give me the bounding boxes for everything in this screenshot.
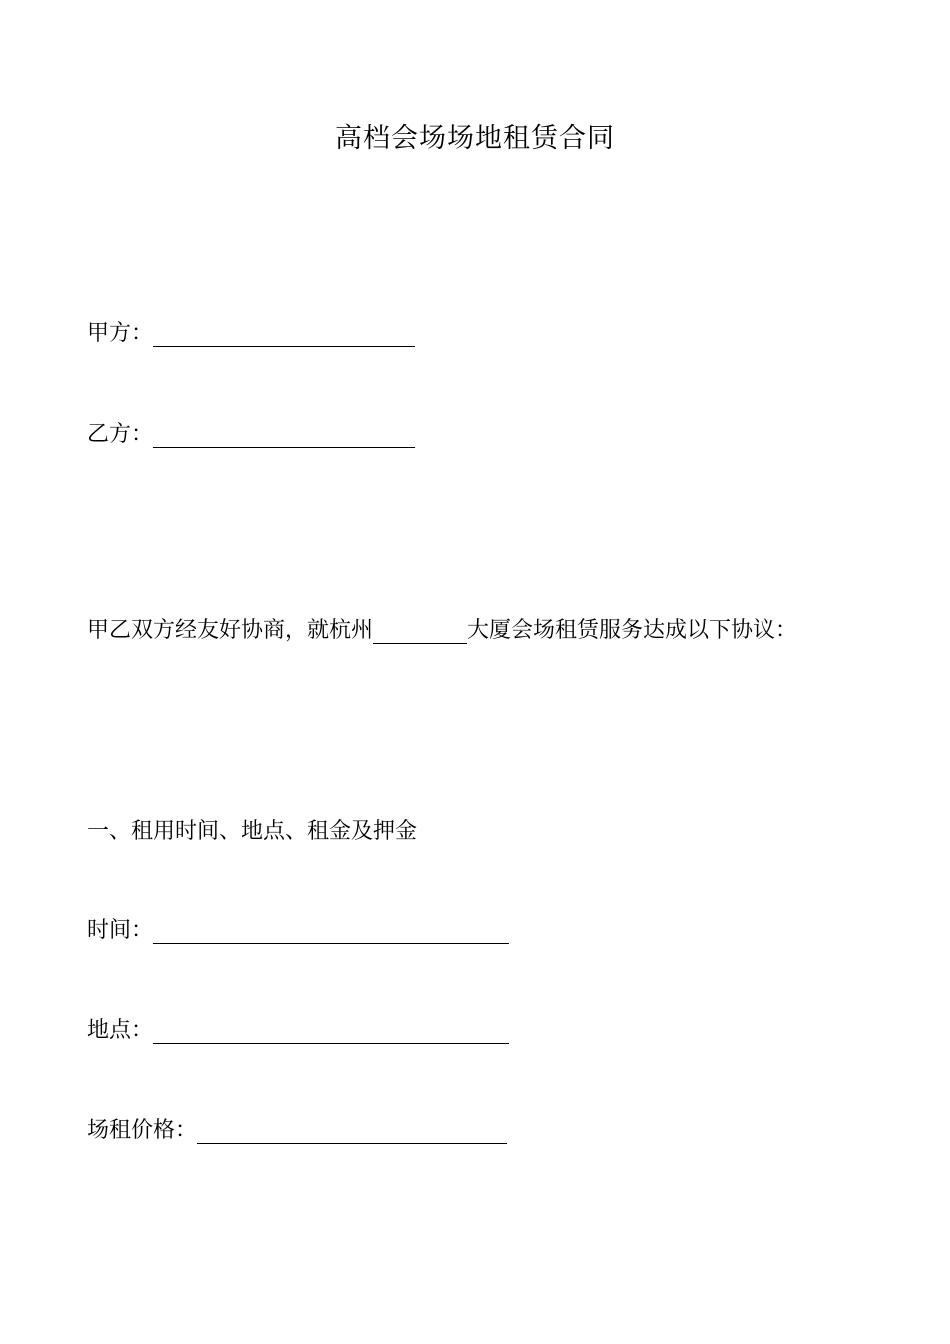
party-b-row — [87, 419, 415, 451]
intro-suffix: 大厦会场租赁服务达成以下协议： — [467, 618, 798, 643]
price-label: 场租价格： — [87, 1118, 198, 1143]
party-a-blank[interactable] — [153, 322, 415, 347]
time-label: 时间： — [87, 918, 154, 943]
party-b-label: 乙方： — [87, 422, 154, 447]
section1-heading: 一、租用时间、地点、租金及押金 — [87, 819, 418, 844]
section1-heading-row — [87, 816, 417, 848]
intro-row — [87, 615, 797, 647]
document-title: 高档会场场地租赁合同 — [335, 123, 615, 154]
location-row — [87, 1015, 509, 1047]
intro-prefix: 甲乙双方经友好协商，就杭州 — [87, 618, 374, 643]
price-blank[interactable] — [197, 1119, 507, 1144]
building-name-blank[interactable] — [373, 619, 467, 644]
location-blank[interactable] — [153, 1019, 509, 1044]
party-a-label: 甲方： — [87, 321, 154, 346]
time-row — [87, 915, 509, 947]
time-blank[interactable] — [153, 919, 509, 944]
price-row — [87, 1115, 507, 1147]
party-a-row — [87, 318, 415, 350]
location-label: 地点： — [87, 1018, 154, 1043]
party-b-blank[interactable] — [153, 423, 415, 448]
